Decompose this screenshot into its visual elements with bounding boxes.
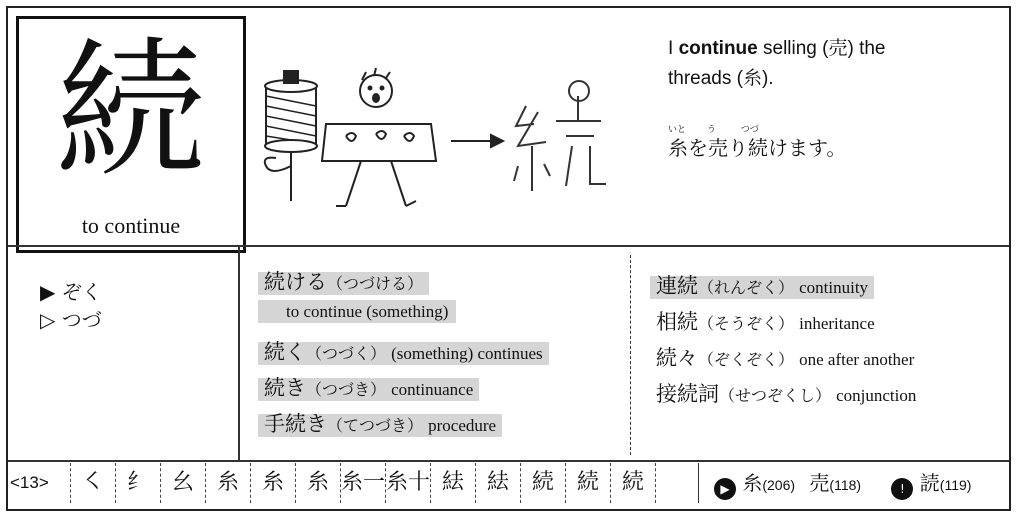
vocab-reading: （てつづき） <box>327 416 424 435</box>
related-num-1: (206) <box>762 477 796 493</box>
vocab-row <box>650 306 875 336</box>
stroke-step: 紶 <box>430 463 475 503</box>
mnemonic-post: selling (売) the <box>757 38 886 59</box>
vocab-word: 手続き <box>264 412 327 436</box>
vocab-row <box>258 336 549 366</box>
mnemonic-text <box>668 34 988 94</box>
stroke-step: 続 <box>610 463 655 503</box>
vocab-reading: （せつぞくし） <box>719 386 832 405</box>
furigana-tsuzu: つづ <box>740 125 759 135</box>
vocab-highlight <box>258 378 479 401</box>
furigana-ito: いと <box>668 125 687 135</box>
vocab-highlight <box>258 342 549 365</box>
vocab-word: 続ける <box>264 270 327 294</box>
vocab-row <box>650 270 874 300</box>
stylized-kanji-icon <box>514 81 606 191</box>
vocab-highlight <box>258 414 502 437</box>
arrow-right-icon <box>451 135 503 147</box>
stroke-step: 纟 <box>115 463 160 503</box>
play-circle-icon: ▶ <box>714 478 736 500</box>
vocab-row <box>258 266 429 296</box>
vocab-meaning: to continue (something) <box>258 300 456 323</box>
kun-reading <box>40 306 102 334</box>
divider-vertical-left <box>238 245 240 461</box>
related-num-3: (119) <box>939 477 972 493</box>
vocab-meaning: continuity <box>799 278 869 297</box>
vocab-row <box>258 408 502 438</box>
stroke-step: 糸 <box>295 463 340 503</box>
mnemonic-line-2: threads (糸). <box>668 68 774 89</box>
kun-reading-text: つづ <box>61 308 102 332</box>
kanji-card <box>6 6 1011 511</box>
kanji-box <box>16 16 246 253</box>
vocab-meaning: one after another <box>799 350 915 369</box>
stroke-step: 糸 <box>250 463 295 503</box>
vocab-row <box>258 372 479 402</box>
main-kanji: 続 <box>55 25 206 199</box>
vocab-reading: （つづき） <box>306 380 387 399</box>
exclamation-circle-icon: ! <box>891 478 913 500</box>
vocab-meaning: procedure <box>428 416 497 435</box>
mnemonic-illustration <box>256 66 646 216</box>
stroke-step: ㇛ <box>70 463 115 503</box>
kanji-meaning: to continue <box>81 213 181 238</box>
stroke-count: <13> <box>10 473 49 492</box>
readings-block <box>40 278 102 334</box>
person-icon <box>322 68 436 206</box>
vocab-reading: （そうぞく） <box>698 314 795 333</box>
vocab-meaning: inheritance <box>799 314 875 333</box>
on-marker-icon: ▶ <box>40 280 56 304</box>
vocab-word: 続く <box>264 340 306 364</box>
vocab-reading: （れんぞく） <box>698 278 795 297</box>
stroke-step: 続 <box>520 463 565 503</box>
related-kanji <box>714 463 971 505</box>
vocab-word: 連続 <box>656 274 698 298</box>
stroke-step: 糸 <box>205 463 250 503</box>
on-reading <box>40 278 102 306</box>
related-kanji-1: 糸 <box>742 471 763 495</box>
furigana-u: う <box>706 125 716 135</box>
vocab-word: 接続詞 <box>656 382 719 406</box>
related-kanji-2: 売 <box>809 471 830 495</box>
mnemonic-pre: I <box>668 38 679 59</box>
vocab-word: 相続 <box>656 310 698 334</box>
vocab-meaning: conjunction <box>836 386 917 405</box>
vocab-word: 続き <box>264 376 306 400</box>
related-kanji-3: 読 <box>919 471 940 495</box>
related-num-2: (118) <box>829 477 862 493</box>
vocab-meaning: (something) continues <box>391 344 543 363</box>
stroke-step: 続 <box>565 463 610 503</box>
vocab-highlight <box>258 272 429 295</box>
stroke-step: 幺 <box>160 463 205 503</box>
vocab-reading: （つづける） <box>327 274 424 293</box>
example-sentence: 糸を売り続けます。 <box>668 136 847 160</box>
on-reading-text: ぞく <box>61 280 102 304</box>
vocab-row <box>650 378 916 408</box>
stroke-order-row <box>8 463 1009 503</box>
related-divider <box>698 463 699 503</box>
vocab-word: 続々 <box>656 346 698 370</box>
vocab-row <box>258 302 456 322</box>
mnemonic-bold: continue <box>678 38 758 59</box>
stroke-step: 糸十 <box>385 463 430 503</box>
mnemonic-line-1 <box>668 34 988 64</box>
vocab-highlight <box>650 276 874 299</box>
vocab-reading: （つづく） <box>306 344 387 363</box>
stroke-step: 紶 <box>475 463 520 503</box>
vocab-row <box>650 342 914 372</box>
divider-bottom <box>8 460 1009 462</box>
spool-icon <box>265 71 317 201</box>
stroke-step: 糸一 <box>340 463 385 503</box>
kun-marker-icon: ▷ <box>40 308 56 332</box>
divider-vertical-dashed <box>630 255 631 455</box>
stroke-divider <box>655 463 656 503</box>
vocab-meaning: continuance <box>391 380 474 399</box>
divider-horizontal <box>8 245 1009 247</box>
vocab-reading: （ぞくぞく） <box>698 350 795 369</box>
